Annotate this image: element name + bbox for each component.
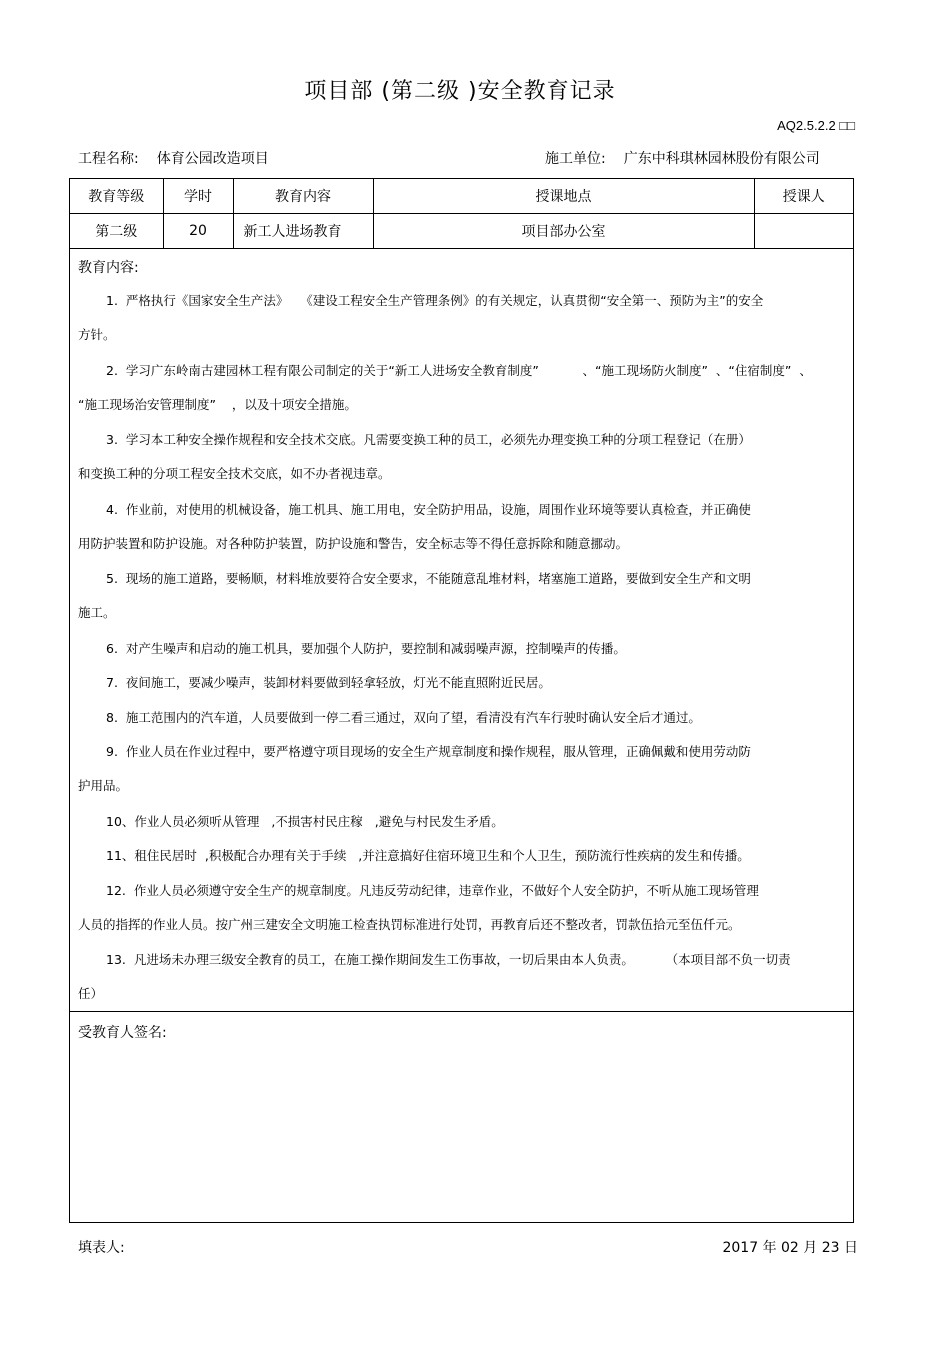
cell-hours: 20 [163, 214, 233, 249]
list-item [70, 562, 845, 630]
list-item [70, 423, 845, 491]
record-date: 2017 年 02 月 23 日 [722, 1240, 858, 1256]
item-line: 3. 学习本工种安全操作规程和安全技术交底。凡需要变换工种的员工，必须先办理变换工种的分项工程登记（在册） [106, 432, 751, 447]
cell-education-level: 第二级 [70, 214, 163, 249]
list-item [70, 839, 845, 873]
table-row [70, 214, 853, 249]
item-line: “施工现场治安管理制度” ，以及十项安全措施。 [78, 397, 357, 412]
list-item [70, 284, 845, 352]
item-line: 4. 作业前，对使用的机械设备，施工机具、施工用电，安全防护用品，设施，周围作业环境等要认真检查，并正确使 [106, 502, 751, 517]
item-line: 2. 学习广东岭南古建园林工程有限公司制定的关于“新工人进场安全教育制度” 、“施工现场防火制度” 、“住宿制度” 、 [106, 363, 812, 378]
item-line: 5. 现场的施工道路，要畅顺，材料堆放要符合安全要求，不能随意乱堆材料，堵塞施工道路，要做到安全生产和文明 [106, 571, 751, 586]
document-code: AQ2.5.2.2 □□ [777, 118, 855, 133]
signature-label: 受教育人签名: [78, 1025, 167, 1041]
item-line: 13. 凡进场未办理三级安全教育的员工，在施工操作期间发生工伤事故，一切后果由本人负责。 （本项目部不负一切责 [106, 952, 791, 967]
signature-section[interactable] [70, 1012, 853, 1222]
item-line: 8. 施工范围内的汽车道，人员要做到一停二看三通过，双向了望，看清没有汽车行驶时确认安全后才通过。 [106, 710, 701, 725]
course-table [70, 179, 853, 249]
cell-location: 项目部办公室 [373, 214, 754, 249]
list-item [70, 701, 845, 735]
project-name-row [78, 148, 269, 168]
list-item [70, 805, 845, 839]
list-item [70, 735, 845, 803]
cell-content: 新工人进场教育 [233, 214, 373, 249]
item-line: 12. 作业人员必须遵守安全生产的规章制度。凡违反劳动纪律，违章作业，不做好个人安全防护，不听从施工现场管理 [106, 883, 759, 898]
page-title: 项目部 (第二级 )安全教育记录 [304, 79, 616, 104]
project-name-value: 体育公园改造项目 [156, 151, 269, 167]
item-line: 人员的指挥的作业人员。按广州三建安全文明施工检查执罚标准进行处罚，再教育后还不整改者，罚款伍拾元至伍仟元。 [78, 917, 741, 932]
item-line: 1. 严格执行《国家安全生产法》 《建设工程安全生产管理条例》的有关规定，认真贯彻“安全第一、预防为主”的安全 [106, 293, 764, 308]
record-form [69, 178, 854, 1223]
cell-lecturer[interactable] [754, 214, 853, 249]
list-item [70, 874, 845, 942]
list-item [70, 666, 845, 700]
item-line: 方针。 [78, 327, 116, 342]
item-line: 施工。 [78, 605, 116, 620]
item-line: 11、租住民居时 ,积极配合办理有关于手续 ,并注意搞好住宿环境卫生和个人卫生，预防流行性疾病的发生和传播。 [106, 848, 750, 863]
header-location: 授课地点 [373, 179, 754, 214]
project-name-label: 工程名称: [78, 151, 139, 167]
list-item [70, 632, 845, 666]
header-content: 教育内容 [233, 179, 373, 214]
item-line: 6. 对产生噪声和启动的施工机具，要加强个人防护，要控制和减弱噪声源，控制噪声的传播。 [106, 641, 626, 656]
content-heading: 教育内容: [78, 260, 139, 276]
contractor-label: 施工单位: [545, 151, 606, 167]
item-line: 用防护装置和防护设施。对各种防护装置，防护设施和警告，安全标志等不得任意拆除和随意挪动。 [78, 536, 629, 551]
education-content-section [70, 249, 853, 1012]
item-line: 9. 作业人员在作业过程中，要严格遵守项目现场的安全生产规章制度和操作规程，服从管理，正确佩戴和使用劳动防 [106, 744, 751, 759]
list-item [70, 493, 845, 561]
filler-label: 填表人: [78, 1240, 125, 1256]
item-line: 任） [78, 986, 104, 1001]
item-line: 10、作业人员必须听从管理 ,不损害村民庄稼 ,避免与村民发生矛盾。 [106, 814, 504, 829]
header-hours: 学时 [163, 179, 233, 214]
item-line: 和变换工种的分项工程安全技术交底，如不办者视违章。 [78, 466, 391, 481]
item-line: 7. 夜间施工，要减少噪声，装卸材料要做到轻拿轻放，灯光不能直照附近民居。 [106, 675, 551, 690]
header-lecturer: 授课人 [754, 179, 853, 214]
header-education-level: 教育等级 [70, 179, 163, 214]
contractor-value: 广东中科琪林园林股份有限公司 [623, 151, 820, 167]
table-header-row [70, 179, 853, 214]
item-line: 护用品。 [78, 778, 129, 793]
list-item [70, 943, 845, 1011]
contractor-row [545, 148, 820, 168]
list-item [70, 354, 845, 422]
